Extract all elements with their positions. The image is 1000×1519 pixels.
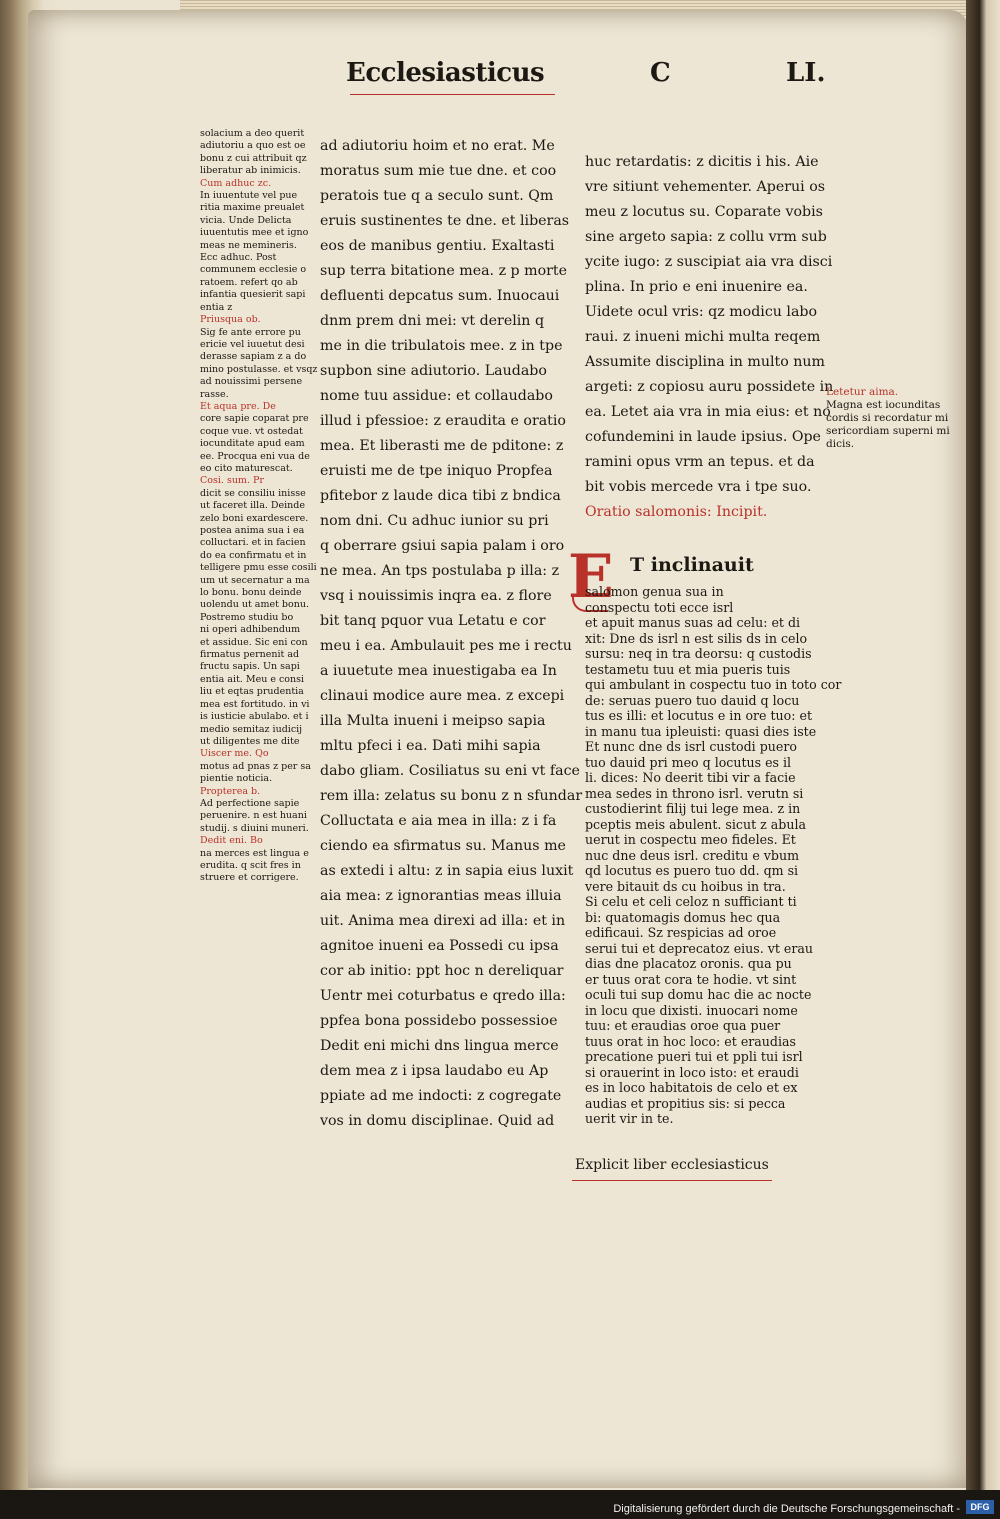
- prayer-line: conspectu toti ecce isrl: [585, 599, 734, 615]
- prayer-line: audias et propitius sis: si pecca: [585, 1095, 786, 1111]
- prayer-line: oculi tui sup domu hac die ac nocte: [585, 987, 812, 1002]
- text-line: eos de manibus gentiu. Exaltasti: [320, 238, 555, 254]
- prayer-line: et apuit manus suas ad celu: et di: [585, 615, 801, 630]
- text-line: cor ab initio: ppt hoc n dereliquar: [320, 963, 564, 979]
- folio-number: LI.: [786, 58, 826, 88]
- prayer-incipit-text: T inclinauit: [630, 554, 754, 576]
- gloss-line: communem ecclesie o: [200, 264, 307, 276]
- text-line: Uentr mei coturbatus e qredo illa:: [320, 988, 566, 1004]
- gloss-line: pientie noticia.: [200, 773, 273, 785]
- gloss-line: vicia. Unde Delicta: [200, 214, 292, 226]
- prayer-line: si orauerint in loco isto: et eraudi: [585, 1064, 799, 1080]
- funding-credit: Digitalisierung gefördert durch die Deutsche Forschungsgemeinschaft -: [613, 1503, 960, 1515]
- gloss-line: infantia quesierit sapi: [200, 289, 306, 301]
- prayer-line: Si celu et celi celoz n sufficiant ti: [585, 894, 797, 909]
- gloss-line: ni operi adhibendum: [200, 624, 301, 636]
- gloss-line: bonu z cui attribuit qz: [200, 152, 307, 164]
- prayer-line: uerit vir in te.: [585, 1111, 674, 1126]
- prayer-line: tuo dauid pri meo q locutus es il: [585, 754, 792, 770]
- gloss-line: In iuuentute vel pue: [200, 190, 298, 202]
- prayer-line: tuus orat in hoc loco: et eraudias: [585, 1033, 796, 1049]
- text-line: as extedi i altu: z in sapia eius luxit: [320, 863, 574, 879]
- gloss-line: Uiscer me. Qo: [200, 748, 269, 760]
- gloss-line: meas ne memineris.: [200, 239, 297, 251]
- prayer-line: serui tui et deprecatoz eius. vt erau: [585, 940, 814, 956]
- text-line: supbon sine adiutorio. Laudabo: [320, 363, 547, 379]
- gloss-line: ut diligentes me dite: [200, 735, 300, 747]
- gloss-line: Cum adhuc zc.: [200, 177, 272, 189]
- gloss-line: telligere pmu esse cosili: [200, 562, 317, 574]
- text-line: eruisti me de tpe iniquo Propfea: [320, 463, 553, 479]
- text-line: sine argeto sapia: z collu vrm sub: [585, 229, 827, 245]
- gloss-line: ratoem. refert qo ab: [200, 276, 298, 288]
- text-line: ea. Letet aia vra in mia eius: et no: [585, 404, 831, 420]
- gloss-line: uolendu ut amet bonu.: [200, 599, 309, 611]
- book-gutter: [966, 0, 1000, 1490]
- gloss-line: motus ad pnas z per sa: [200, 760, 311, 772]
- gloss-line: ut faceret illa. Deinde: [200, 500, 305, 512]
- text-line: ciendo ea sfirmatus su. Manus me: [320, 838, 566, 854]
- text-line: vsq i nouissimis inqra ea. z flore: [320, 588, 552, 604]
- middle-text-column: [320, 134, 583, 1164]
- text-line: defluenti depcatus sum. Inuocaui: [320, 288, 560, 304]
- prayer-line: custodierint filij tui lege mea. z in: [585, 801, 801, 816]
- gloss-line: et assidue. Sic eni con: [200, 636, 308, 648]
- text-line: dnm prem dni mei: vt derelin q: [320, 313, 545, 329]
- gloss-line: colluctari. et in facien: [200, 537, 306, 549]
- gloss-line: liu et eqtas prudentia: [200, 686, 304, 698]
- text-line: nome tuu assidue: et collaudabo: [320, 388, 553, 404]
- note-line: cordis si recordatur mi: [826, 412, 949, 424]
- gloss-line: Ecc adhuc. Post: [200, 252, 277, 264]
- prayer-line: tus es illi: et locutus e in ore tuo: et: [585, 708, 813, 723]
- gloss-line: rasse.: [200, 388, 229, 400]
- gloss-column: [200, 128, 318, 998]
- prayer-line: qd locutus es puero tuo dd. qm si: [585, 863, 799, 878]
- gloss-line: liberatur ab inimicis.: [200, 165, 301, 177]
- gloss-line: is iusticie abulabo. et i: [200, 711, 309, 723]
- text-line: Oratio salomonis: Incipit.: [585, 504, 768, 520]
- gloss-line: Et aqua pre. De: [200, 400, 276, 412]
- text-line: ne mea. An tps postulaba p illa: z: [320, 563, 560, 579]
- text-line: eruis sustinentes te dne. et liberas: [320, 213, 570, 229]
- gloss-line: lo bonu. bonu deinde: [200, 587, 302, 599]
- gloss-line: Cosi. sum. Pr: [200, 475, 264, 487]
- prayer-line: qui ambulant in cospectu tuo in toto cor: [585, 677, 842, 692]
- gloss-line: na merces est lingua e: [200, 847, 309, 859]
- text-line: q oberrare gsiui sapia palam i oro: [320, 538, 565, 554]
- gloss-line: studij. s diuini muneri.: [200, 822, 309, 834]
- text-line: cofundemini in laude ipsius. Ope: [585, 429, 821, 445]
- text-line: agnitoe inueni ea Possedi cu ipsa: [320, 938, 559, 954]
- text-line: vos in domu disciplinae. Quid ad: [320, 1113, 555, 1129]
- gloss-line: dicit se consiliu inisse: [200, 487, 306, 499]
- text-line: rem illa: zelatus su bonu z n sfundar: [320, 788, 583, 804]
- gloss-line: fructu sapis. Un sapi: [200, 661, 300, 673]
- gloss-line: eo cito maturescat.: [200, 462, 293, 474]
- running-title: [346, 58, 544, 88]
- prayer-line: xit: Dne ds isrl n est silis ds in celo: [585, 630, 808, 646]
- gloss-line: Propterea b.: [200, 785, 261, 797]
- prayer-line: li. dices: No deerit tibi vir a facie: [585, 770, 796, 785]
- gloss-line: solacium a deo querit: [200, 128, 305, 139]
- text-line: huc retardatis: z dicitis i his. Aie: [585, 154, 819, 170]
- text-line: Assumite disciplina in multo num: [585, 354, 825, 370]
- text-line: pfitebor z laude dica tibi z bndica: [320, 488, 561, 504]
- prayer-line: precatione pueri tui et ppli tui isrl: [585, 1049, 803, 1064]
- text-line: mea. Et liberasti me de pditone: z: [320, 438, 564, 454]
- gloss-line: postea anima sua i ea: [200, 525, 305, 536]
- marginal-note: [826, 386, 966, 451]
- text-line: bit tanq pquor vua Letatu e cor: [320, 613, 546, 629]
- prayer-line: uerut in cospectu meo fideles. Et: [585, 832, 796, 847]
- text-line: ppiate ad me indocti: z cogregate: [320, 1088, 562, 1104]
- gloss-line: zelo boni exardescere.: [200, 512, 309, 524]
- explicit-rule: [572, 1180, 772, 1181]
- text-line: Dedit eni michi dns lingua merce: [320, 1038, 559, 1054]
- text-line: me in die tribulatois mee. z in tpe: [320, 338, 563, 354]
- gloss-line: iocunditate apud eam: [200, 438, 305, 450]
- prayer-line: er tuus orat cora te hodie. vt sint: [585, 971, 797, 987]
- text-line: ycite iugo: z suscipiat aia vra disci: [585, 254, 833, 270]
- text-line: a iuuetute mea inuestigaba ea In: [320, 663, 557, 679]
- gloss-line: Ad perfectione sapie: [200, 797, 300, 809]
- text-line: illud i pfessioe: z eraudita e oratio: [320, 413, 566, 429]
- gloss-line: ee. Procqua eni vua de: [200, 450, 310, 462]
- gloss-line: coque vue. vt ostedat: [200, 425, 303, 437]
- gloss-line: medio semitaz iudicij: [200, 723, 303, 735]
- text-line: ramini opus vrm an tepus. et da: [585, 454, 815, 470]
- prayer-text: [585, 584, 842, 1152]
- text-line: bit vobis mercede vra i tpe suo.: [585, 479, 812, 495]
- text-line: vre sitiunt vehementer. Aperui os: [585, 179, 826, 195]
- prayer-line: bi: quatomagis domus hec qua: [585, 909, 781, 925]
- explicit-line: [575, 1155, 785, 1177]
- text-line: moratus sum mie tue dne. et coo: [320, 163, 557, 179]
- gloss-line: entia ait. Meu e consi: [200, 673, 305, 685]
- gloss-line: entia z: [200, 301, 233, 313]
- prayer-line: de: seruas puero tuo dauid q locu: [585, 692, 800, 708]
- prayer-line: testametu tuu et mia pueris tuis: [585, 661, 791, 677]
- text-line: mltu pfeci i ea. Dati mihi sapia: [320, 738, 541, 754]
- note-line: Letetur aima.: [826, 386, 899, 398]
- text-line: illa Multa inueni i meipso sapia: [320, 713, 546, 729]
- prayer-line: in manu tua ipleuisti: quasi dies iste: [585, 723, 817, 739]
- prayer-line: pceptis meis abulent. sicut z abula: [585, 816, 806, 832]
- gloss-line: erudita. q scit fres in: [200, 859, 301, 871]
- text-line: dabo gliam. Cosiliatus su eni vt face: [320, 763, 580, 779]
- prayer-line: mea sedes in throno isrl. verutn si: [585, 785, 804, 801]
- gloss-line: core sapie coparat pre: [200, 413, 309, 425]
- prayer-line: vere bitauit ds cu hoibus in tra.: [585, 878, 786, 894]
- text-line: ppfea bona possidebo possessioe: [320, 1013, 558, 1029]
- gloss-line: Priusqua ob.: [200, 314, 261, 326]
- footer-bar: [0, 1490, 1000, 1519]
- gloss-line: Sig fe ante errore pu: [200, 326, 301, 338]
- prayer-line: edificaui. Sz respicias ad oroe: [585, 925, 777, 940]
- gloss-line: do ea confirmatu et in: [200, 549, 307, 561]
- red-initial-letter: E: [568, 542, 614, 612]
- gloss-line: Postremo studiu bo: [200, 611, 294, 623]
- prayer-incipit: [630, 555, 810, 583]
- note-line: sericordiam superni mi: [826, 425, 950, 437]
- right-text-column: [585, 150, 834, 540]
- text-line: Uidete ocul vris: qz modicu labo: [585, 304, 818, 320]
- gloss-line: iuuentutis mee et igno: [200, 227, 309, 239]
- signature-mark: C: [650, 58, 671, 88]
- dfg-logo: DFG: [966, 1500, 994, 1514]
- text-line: clinaui modice aure mea. z excepi: [320, 688, 565, 704]
- text-line: meu i ea. Ambulauit pes me i rectu: [320, 638, 572, 654]
- prayer-line: in locu que dixisti. inuocari nome: [585, 1002, 798, 1018]
- gloss-line: adiutoriu a quo est oe: [200, 140, 306, 152]
- prayer-line: dias dne placatoz oronis. qua pu: [585, 956, 792, 971]
- note-line: Magna est iocunditas: [826, 399, 941, 411]
- gloss-line: ad nouissimi persene: [200, 376, 303, 388]
- text-line: sup terra bitatione mea. z p morte: [320, 263, 568, 279]
- text-line: aia mea: z ignorantias meas illuia: [320, 888, 562, 904]
- text-line: argeti: z copiosu auru possidete in: [585, 379, 834, 395]
- gloss-line: Dedit eni. Bo: [200, 835, 263, 847]
- text-line: Colluctata e aia mea in illa: z i fa: [320, 813, 557, 829]
- gloss-line: ritia maxime preualet: [200, 202, 305, 214]
- gloss-line: mea est fortitudo. in vi: [200, 698, 310, 710]
- running-title-text: Ecclesiasticus: [346, 58, 545, 88]
- note-line: dicis.: [826, 438, 855, 450]
- text-line: uit. Anima mea direxi ad illa: et in: [320, 913, 566, 929]
- text-line: plina. In prio e eni inuenire ea.: [585, 279, 808, 295]
- prayer-line: salomon genua sua in: [585, 584, 724, 599]
- gloss-line: mino postulasse. et vsqz: [200, 363, 318, 375]
- gloss-line: struere et corrigere.: [200, 872, 299, 884]
- prayer-line: sursu: neq in tra deorsu: q custodis: [585, 646, 812, 661]
- text-line: nom dni. Cu adhuc iunior su pri: [320, 513, 549, 529]
- prayer-line: nuc dne deus isrl. creditu e vbum: [585, 847, 800, 863]
- gloss-line: um ut secernatur a ma: [200, 574, 310, 586]
- gloss-line: ericie vel iuuetut desi: [200, 338, 305, 350]
- prayer-line: tuu: et eraudias oroe qua puer: [585, 1018, 781, 1033]
- text-line: peratois tue q a seculo sunt. Qm: [320, 188, 554, 204]
- gloss-line: firmatus pernenit ad: [200, 649, 300, 661]
- text-line: ad adiutoriu hoim et no erat. Me: [320, 138, 555, 154]
- title-rule: [350, 94, 555, 95]
- prayer-line: Et nunc dne ds isrl custodi puero: [585, 739, 797, 754]
- gloss-line: peruenire. n est huani: [200, 810, 307, 822]
- prayer-line: es in loco habitatois de celo et ex: [585, 1080, 798, 1095]
- text-line: raui. z inueni michi multa reqem: [585, 329, 821, 345]
- explicit-text: Explicit liber ecclesiasticus: [575, 1157, 769, 1173]
- text-line: meu z locutus su. Coparate vobis: [585, 204, 823, 220]
- text-line: dem mea z i ipsa laudabo eu Ap: [320, 1063, 549, 1079]
- gloss-line: derasse sapiam z a do: [200, 351, 307, 363]
